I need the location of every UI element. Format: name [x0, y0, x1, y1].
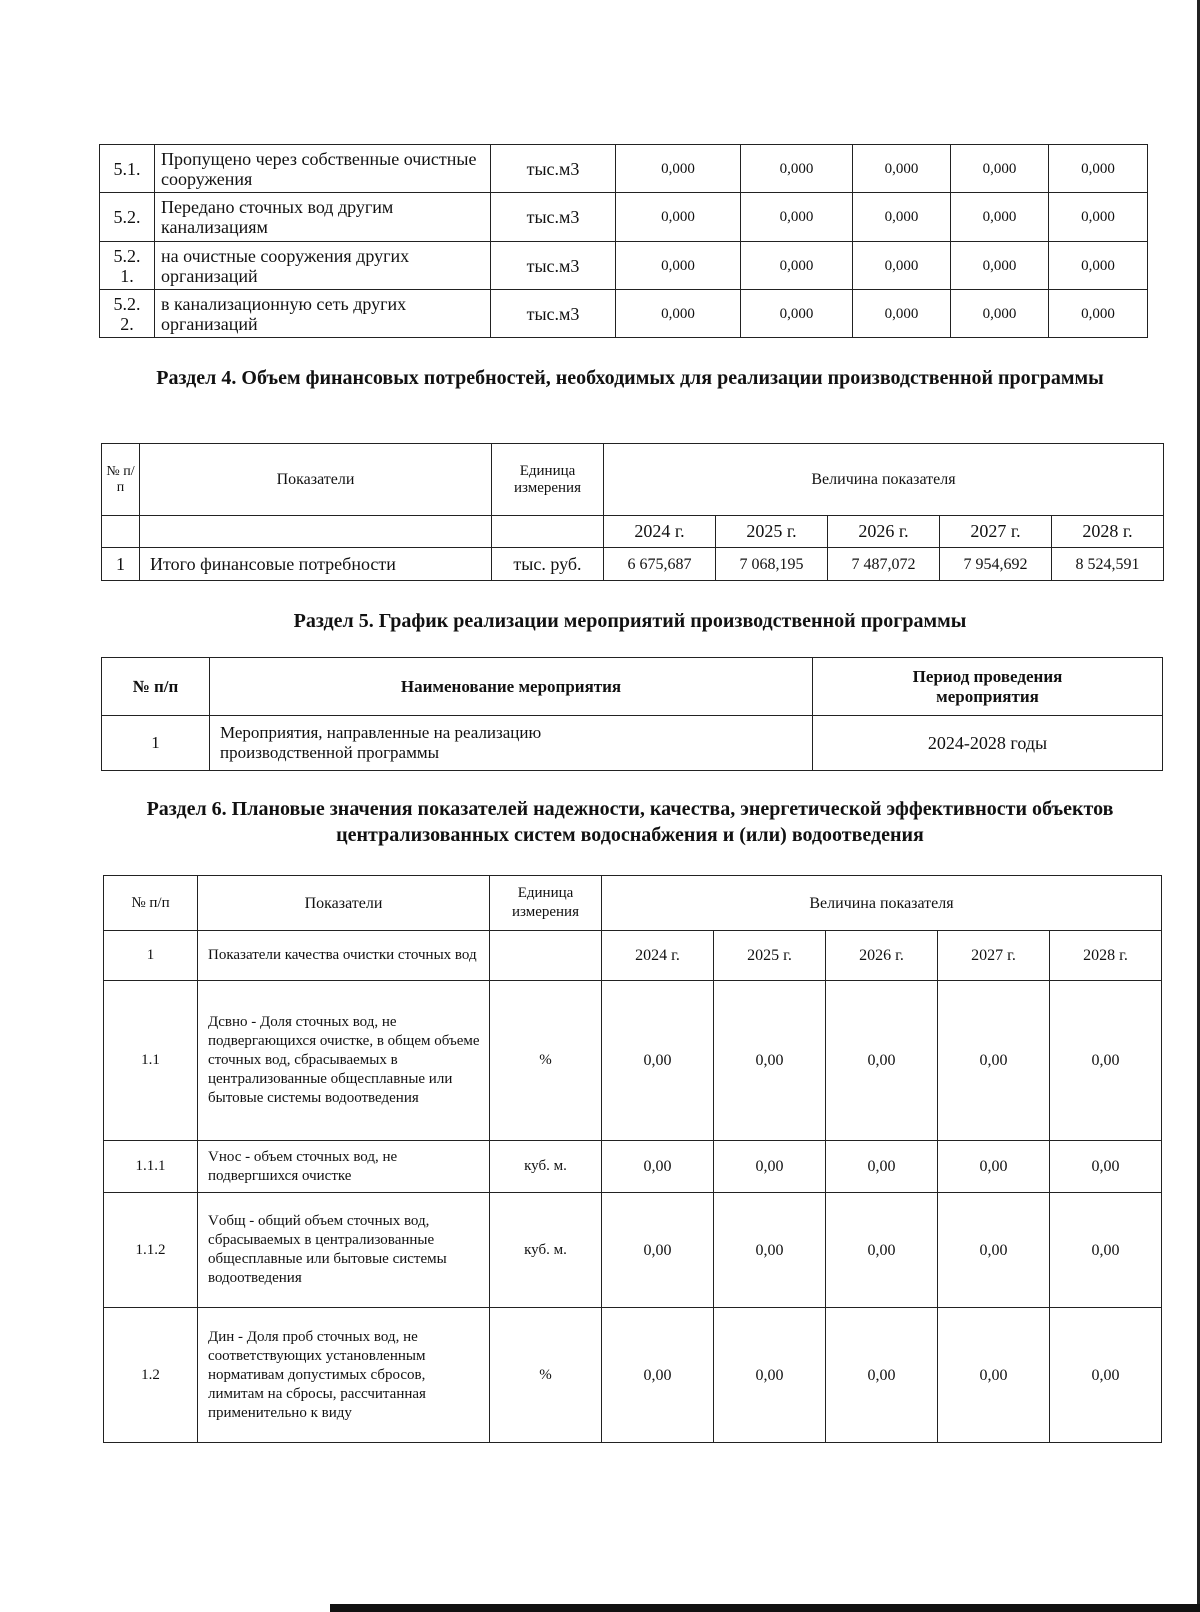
section4-title: Раздел 4. Объем финансовых потребностей, необходимых для реализации производственной программы: [156, 367, 1104, 389]
row-value: 0,000: [1049, 290, 1148, 338]
header-unit: Единица измерения: [492, 444, 604, 516]
year-header: 2027 г.: [940, 516, 1052, 548]
year-header: 2024 г.: [602, 931, 714, 981]
year-header: 2027 г.: [938, 931, 1050, 981]
row-value: 0,00: [938, 1141, 1050, 1193]
row-value: 0,00: [1050, 1141, 1162, 1193]
row-value: 0,00: [826, 981, 938, 1141]
table-row: [104, 1308, 1162, 1443]
row-value: 0,00: [938, 1193, 1050, 1308]
empty-cell: [490, 931, 602, 981]
row-number: 1: [102, 548, 140, 581]
row-value: 6 675,687: [604, 548, 716, 581]
group-name: Показатели качества очистки сточных вод: [198, 931, 490, 981]
row-name: Vобщ - общий объем сточных вод, сбрасываемых в централизованные общесплавные или бытовые системы водоотведения: [198, 1193, 490, 1308]
row-value: 0,000: [853, 145, 951, 193]
row-name: Пропущено через собственные очистные сооружения: [155, 145, 491, 193]
empty-cell: [140, 516, 492, 548]
year-header: 2025 г.: [714, 931, 826, 981]
row-value: 0,000: [951, 242, 1049, 290]
row-unit: куб. м.: [490, 1141, 602, 1193]
header-unit: Единица измерения: [490, 876, 602, 931]
row-value: 0,00: [602, 981, 714, 1141]
row-value: 0,00: [826, 1308, 938, 1443]
table-row: [104, 981, 1162, 1141]
row-name: Итого финансовые потребности: [140, 548, 492, 581]
row-name: Дин - Доля проб сточных вод, не соответствующих установленным нормативам допустимых сбросов, лимитам на сбросы, рассчитанная применительно к виду: [198, 1308, 490, 1443]
row-value: 0,00: [826, 1141, 938, 1193]
row-value: 0,000: [741, 145, 853, 193]
table-header-row: [104, 876, 1162, 931]
row-unit: тыс.м3: [491, 145, 616, 193]
row-value: 0,00: [602, 1193, 714, 1308]
year-header: 2026 г.: [826, 931, 938, 981]
row-value: 0,00: [1050, 981, 1162, 1141]
row-unit: тыс.м3: [491, 242, 616, 290]
scan-edge-bottom: [330, 1604, 1200, 1612]
schedule-table: [101, 657, 1163, 771]
header-num: № п/п: [104, 876, 198, 931]
row-value: 0,000: [951, 290, 1049, 338]
row-value: 0,000: [741, 290, 853, 338]
row-value: 0,000: [853, 193, 951, 242]
wastewater-table: [99, 144, 1148, 338]
row-value: 7 068,195: [716, 548, 828, 581]
row-name: Передано сточных вод другим канализациям: [155, 193, 491, 242]
row-period: 2024-2028 годы: [813, 716, 1163, 771]
header-indicator: Показатели: [198, 876, 490, 931]
row-value: 0,000: [1049, 193, 1148, 242]
table-header-row: [102, 444, 1164, 516]
row-value: 0,00: [714, 1308, 826, 1443]
table-row: [100, 242, 1148, 290]
row-unit: %: [490, 981, 602, 1141]
row-name: Vнос - объем сточных вод, не подвергшихся очистке: [198, 1141, 490, 1193]
row-value: 0,00: [714, 981, 826, 1141]
row-value: 0,00: [714, 1141, 826, 1193]
row-name: Дсвно - Доля сточных вод, не подвергающихся очистке, в общем объеме сточных вод, сбрасываемых в централизованные общесплавные или бытовые системы водоотведения: [198, 981, 490, 1141]
section6-title: Раздел 6. Плановые значения показателей надежности, качества, энергетической эффективности объектов централизованных систем водоснабжения и (или) водоотведения: [146, 798, 1114, 846]
table-row: [100, 145, 1148, 193]
table-header-row: [102, 658, 1163, 716]
header-value: Величина показателя: [602, 876, 1162, 931]
empty-cell: [492, 516, 604, 548]
table-row: [104, 1193, 1162, 1308]
row-value: 0,000: [616, 290, 741, 338]
header-name: Наименование мероприятия: [210, 658, 813, 716]
row-value: 7 487,072: [828, 548, 940, 581]
table-row: [104, 1141, 1162, 1193]
row-number: 1: [102, 716, 210, 771]
header-period: Период проведения мероприятия: [813, 658, 1163, 716]
row-name: в канализационную сеть других организаций: [155, 290, 491, 338]
financial-needs-table: [101, 443, 1164, 581]
year-header: 2028 г.: [1050, 931, 1162, 981]
row-number: 1.1.1: [104, 1141, 198, 1193]
row-value: 0,00: [714, 1193, 826, 1308]
row-value: 8 524,591: [1052, 548, 1164, 581]
row-value: 0,00: [1050, 1308, 1162, 1443]
row-number: 1.2: [104, 1308, 198, 1443]
table-row: [100, 290, 1148, 338]
row-value: 0,000: [1049, 242, 1148, 290]
year-header: 2026 г.: [828, 516, 940, 548]
row-unit: тыс.м3: [491, 290, 616, 338]
row-value: 7 954,692: [940, 548, 1052, 581]
row-name: Мероприятия, направленные на реализацию производственной программы: [210, 716, 813, 771]
row-value: 0,000: [951, 193, 1049, 242]
row-number: 5.2.: [100, 193, 155, 242]
row-number: 5.1.: [100, 145, 155, 193]
row-value: 0,000: [853, 242, 951, 290]
header-value: Величина показателя: [604, 444, 1164, 516]
row-unit: %: [490, 1308, 602, 1443]
row-unit: тыс. руб.: [492, 548, 604, 581]
row-unit: тыс.м3: [491, 193, 616, 242]
row-value: 0,00: [602, 1141, 714, 1193]
header-num: № п/п: [102, 658, 210, 716]
table-row: [102, 716, 1163, 771]
table-group-row: [104, 931, 1162, 981]
row-unit: куб. м.: [490, 1193, 602, 1308]
row-value: 0,00: [826, 1193, 938, 1308]
row-value: 0,000: [741, 242, 853, 290]
table-years-row: [102, 516, 1164, 548]
section5-title: Раздел 5. График реализации мероприятий производственной программы: [293, 610, 967, 632]
year-header: 2024 г.: [604, 516, 716, 548]
empty-cell: [102, 516, 140, 548]
row-number: 1.1: [104, 981, 198, 1141]
header-num: № п/ п: [102, 444, 140, 516]
row-value: 0,00: [938, 981, 1050, 1141]
group-number: 1: [104, 931, 198, 981]
reliability-table: [103, 875, 1162, 1443]
row-value: 0,00: [1050, 1193, 1162, 1308]
table-row: [102, 548, 1164, 581]
row-value: 0,00: [602, 1308, 714, 1443]
header-indicator: Показатели: [140, 444, 492, 516]
row-value: 0,000: [1049, 145, 1148, 193]
row-number: 5.2. 2.: [100, 290, 155, 338]
row-value: 0,000: [616, 242, 741, 290]
row-value: 0,000: [853, 290, 951, 338]
row-value: 0,00: [938, 1308, 1050, 1443]
year-header: 2028 г.: [1052, 516, 1164, 548]
row-number: 5.2. 1.: [100, 242, 155, 290]
row-name: на очистные сооружения других организаций: [155, 242, 491, 290]
row-value: 0,000: [616, 193, 741, 242]
row-number: 1.1.2: [104, 1193, 198, 1308]
row-value: 0,000: [741, 193, 853, 242]
year-header: 2025 г.: [716, 516, 828, 548]
row-value: 0,000: [616, 145, 741, 193]
row-value: 0,000: [951, 145, 1049, 193]
table-row: [100, 193, 1148, 242]
wastewater-table-body: [100, 145, 1148, 338]
